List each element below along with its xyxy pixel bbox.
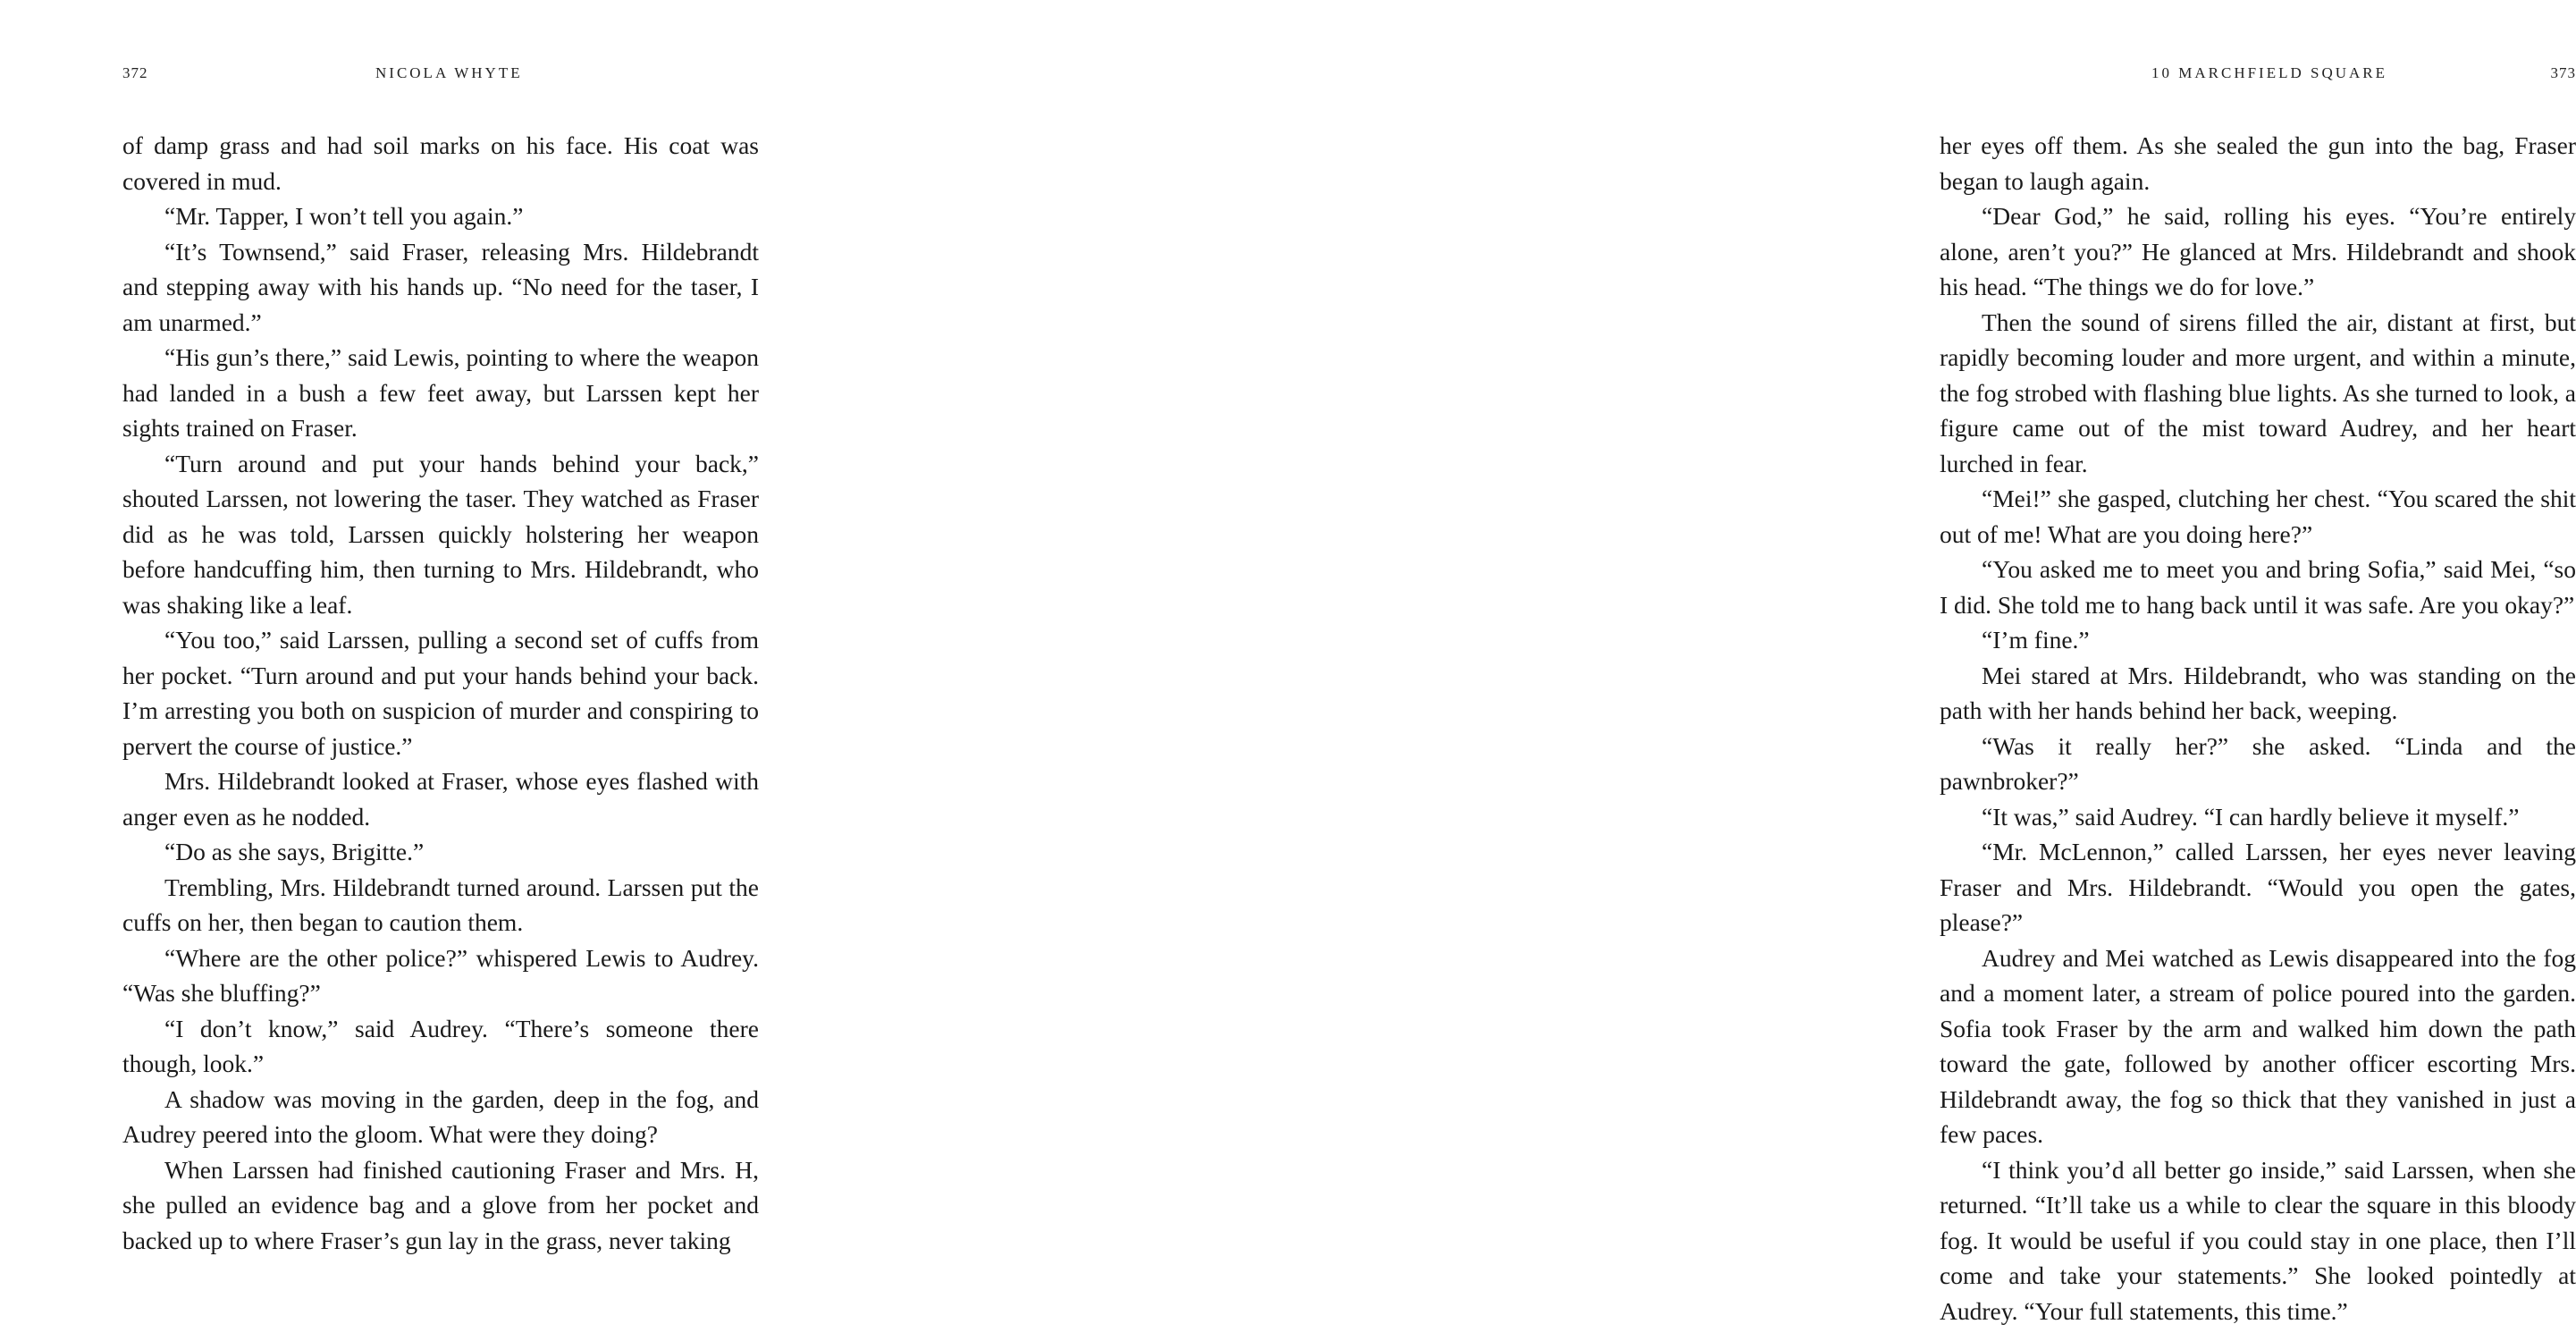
paragraph: “You asked me to meet you and bring Sofia,” said Mei, “so I did. She told me to hang back until it was safe. Are you okay?” [1940, 555, 2576, 619]
paragraph: “I’m fine.” [1982, 626, 2090, 654]
paragraph: her eyes off them. As she sealed the gun into the bag, Fraser began to laugh again. [1940, 131, 2576, 195]
paragraph: of damp grass and had soil marks on his face. His coat was covered in mud. [122, 131, 759, 195]
page-number-left: 372 [122, 64, 148, 81]
running-head-title: 10 MARCHFIELD SQUARE [2151, 64, 2388, 81]
paragraph: “Where are the other police?” whispered Lewis to Audrey. “Was she bluffing?” [122, 943, 759, 1007]
paragraph: “Dear God,” he said, rolling his eyes. “You’re entirely alone, aren’t you?” He glanced at Mrs. Hildebrandt and shook his head. “The things we do for love.” [1940, 202, 2576, 300]
paragraph: “Mr. McLennon,” called Larssen, her eyes never leaving Fraser and Mrs. Hildebrandt. “Would you open the gates, please?” [1940, 838, 2576, 936]
paragraph: Then the sound of sirens filled the air, distant at first, but rapidly becoming louder and more urgent, and within a minute, the fog strobed with flashing blue lights. As she turned to look, a figure came out of the mist toward Audrey, and her heart lurched in fear. [1940, 308, 2576, 477]
paragraph: “Mr. Tapper, I won’t tell you again.” [164, 202, 524, 230]
paragraph: Trembling, Mrs. Hildebrandt turned around. Larssen put the cuffs on her, then began to caution them. [122, 873, 759, 936]
paragraph: “You too,” said Larssen, pulling a second set of cuffs from her pocket. “Turn around and put your hands behind your back. I’m arresting you both on suspicion of murder and conspiring to pervert the course of justice.” [122, 626, 759, 760]
paragraph: “His gun’s there,” said Lewis, pointing to where the weapon had landed in a bush a few feet away, but Larssen kept her sights trained on Fraser. [122, 343, 759, 442]
paragraph: Mei stared at Mrs. Hildebrandt, who was standing on the path with her hands behind her back, weeping. [1940, 661, 2576, 724]
left-page [0, 0, 894, 1341]
running-head-author: NICOLA WHYTE [375, 64, 523, 81]
page-number-right: 373 [2550, 64, 2576, 81]
paragraph: “Was it really her?” she asked. “Linda and the pawnbroker?” [1940, 731, 2576, 795]
paragraph: “Do as she says, Brigitte.” [164, 838, 425, 865]
paragraph: “I don’t know,” said Audrey. “There’s someone there though, look.” [122, 1014, 759, 1077]
paragraph: “Turn around and put your hands behind your back,” shouted Larssen, not lowering the taser. They watched as Fraser did as he was told, Larssen quickly holstering her weapon before handcuffing him, then turning to Mrs. Hildebrandt, who was shaking like a leaf. [122, 449, 759, 619]
right-page [894, 0, 2576, 1341]
right-page-header [1940, 64, 2576, 91]
paragraph: “It was,” said Audrey. “I can hardly believe it myself.” [1982, 802, 2520, 831]
paragraph: “Mei!” she gasped, clutching her chest. “You scared the shit out of me! What are you doing here?” [1940, 485, 2576, 548]
paragraph: When Larssen had finished cautioning Fraser and Mrs. H, she pulled an evidence bag and a glove from her pocket and backed up to where Fraser’s gun lay in the grass, never taking [122, 1155, 759, 1254]
paragraph: Mrs. Hildebrandt looked at Fraser, whose eyes flashed with anger even as he nodded. [122, 767, 759, 831]
right-page-body [1940, 128, 2576, 1328]
paragraph: A shadow was moving in the garden, deep in the fog, and Audrey peered into the gloom. What were they doing? [122, 1084, 759, 1148]
left-page-header [122, 64, 759, 91]
paragraph: “It’s Townsend,” said Fraser, releasing Mrs. Hildebrandt and stepping away with his hands up. “No need for the taser, I am unarmed.” [122, 237, 759, 336]
paragraph: “I think you’d all better go inside,” said Larssen, when she returned. “It’ll take us a while to clear the square in this bloody fog. It would be useful if you could stay in one place, then I’ll come and take your statements.” She looked pointedly at Audrey. “Your full statements, this time.” [1940, 1155, 2576, 1325]
left-page-body [122, 128, 759, 1258]
paragraph: Audrey and Mei watched as Lewis disappeared into the fog and a moment later, a stream of police poured into the garden. Sofia took Fraser by the arm and walked him down the path toward the gate, followed by another officer escorting Mrs. Hildebrandt away, the fog so thick that they vanished in just a few paces. [1940, 943, 2576, 1148]
